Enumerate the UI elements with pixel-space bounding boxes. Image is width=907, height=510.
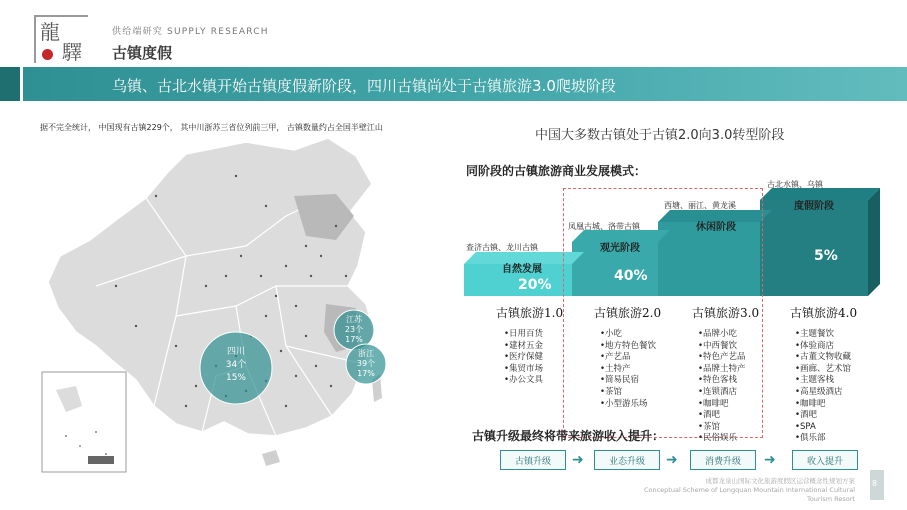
header-subtitle: 供给端研究 SUPPLY RESEARCH <box>112 27 269 37</box>
logo-seal <box>42 49 53 60</box>
stage4-examples: 古北水镇、乌镇 <box>767 180 823 189</box>
bubble-jiangsu-share: 17% <box>345 335 363 344</box>
list-item: •建材五金 <box>504 340 544 351</box>
list-item: •茶馆 <box>698 421 721 432</box>
logo-char-2: 驛 <box>62 40 82 64</box>
stage2-name: 古镇旅游2.0 <box>594 306 662 320</box>
list-item: •集贸市场 <box>504 363 544 374</box>
flow-step-1: 古镇升级 <box>500 450 566 470</box>
map-hainan <box>262 450 280 466</box>
list-item: •酒吧 <box>795 410 818 421</box>
list-item: •俱乐部 <box>795 433 826 444</box>
list-item: •土特产 <box>600 363 631 374</box>
list-item: •办公文具 <box>504 375 544 386</box>
bubble-sichuan-count: 34个 <box>225 360 247 370</box>
list-item: •医疗保健 <box>504 352 544 363</box>
list-item: •小型游乐场 <box>600 398 648 409</box>
list-item: •咖啡吧 <box>698 398 729 409</box>
flow-step-2: 业态升级 <box>594 450 660 470</box>
map-bubble-zhejiang <box>346 344 386 384</box>
headline-text: 乌镇、古北水镇开始古镇度假新阶段，四川古镇尚处于古镇旅游3.0爬坡阶段 <box>112 77 616 95</box>
bubble-zhejiang-count: 39个 <box>356 359 376 368</box>
stage1-name: 古镇旅游1.0 <box>496 306 564 320</box>
stage1-tag: 自然发展 <box>502 264 542 275</box>
section-title: 古镇度假 <box>112 44 173 62</box>
stage2-pct: 40% <box>614 268 648 284</box>
logo <box>32 12 92 66</box>
list-item: •主题餐饮 <box>795 329 835 339</box>
stage1-examples: 查济古镇、龙川古镇 <box>466 243 538 252</box>
footer-en: Conceptual Scheme of Longquan Mountain International Cultural Tourism Resort <box>643 486 855 503</box>
list-item: •SPA <box>795 421 816 432</box>
banner-accent <box>0 67 20 101</box>
list-item: •特色客栈 <box>698 375 738 386</box>
stage-model-label: 同阶段的古镇旅游商业发展模式： <box>466 164 647 178</box>
flow-step-3: 消费升级 <box>690 450 756 470</box>
bubble-jiangsu-name: 江苏 <box>346 315 362 324</box>
list-item: •简易民宿 <box>600 375 640 386</box>
bubble-zhejiang-name: 浙江 <box>358 349 374 358</box>
flow-step-4: 收入提升 <box>792 450 858 470</box>
bubble-jiangsu-count: 23个 <box>344 325 364 334</box>
stage2-list <box>600 329 656 410</box>
flow-title: 古镇升级最终将带来旅游收入提升： <box>472 429 665 443</box>
list-item: •品牌土特产 <box>698 363 746 374</box>
list-item: •高星级酒店 <box>795 386 843 397</box>
map-bubble-sichuan <box>200 332 272 404</box>
bubble-zhejiang-share: 17% <box>357 369 375 378</box>
list-item: •体验商店 <box>795 340 835 351</box>
stage3-examples: 西塘、丽江、黄龙溪 <box>664 201 736 210</box>
stage4-tag: 度假阶段 <box>794 201 834 212</box>
footer <box>640 477 855 504</box>
list-item: •地方特色餐饮 <box>600 340 657 351</box>
list-item: •古董文物收藏 <box>795 352 852 363</box>
list-item: •酒吧 <box>698 410 721 421</box>
bubble-sichuan-name: 四川 <box>226 347 246 357</box>
logo-char-1: 龍 <box>40 20 60 44</box>
bubble-sichuan-share: 15% <box>225 373 247 383</box>
arrow-right-icon: ➜ <box>572 452 584 468</box>
stage1-list <box>504 329 543 387</box>
list-item: •茶馆 <box>600 386 623 397</box>
china-map <box>36 136 456 476</box>
arrow-right-icon: ➜ <box>764 452 776 468</box>
list-item: •品牌小吃 <box>698 329 738 339</box>
list-item: •民俗娱乐 <box>698 433 738 444</box>
list-item: •产艺品 <box>600 352 631 363</box>
stage2-examples: 凤凰古城、洛带古镇 <box>568 222 640 231</box>
stage1-pct: 20% <box>518 277 552 293</box>
stage2-tag: 观光阶段 <box>600 243 640 254</box>
list-item: •特色产艺品 <box>698 352 746 363</box>
list-item: •连锁酒店 <box>698 386 738 397</box>
stage4-list <box>795 329 851 445</box>
stage4-name: 古镇旅游4.0 <box>790 306 858 320</box>
stage3-list <box>698 329 746 445</box>
page-number: 8 <box>872 479 878 488</box>
stage4-pct: 5% <box>814 248 838 264</box>
list-item: •画廊、艺术馆 <box>795 363 852 374</box>
arrow-right-icon: ➜ <box>666 452 678 468</box>
right-heading: 中国大多数古镇处于古镇2.0向3.0转型阶段 <box>535 128 785 143</box>
list-item: •主题客栈 <box>795 375 835 386</box>
footer-cn: 成都龙泉山国际文化旅游度假区运营概念性规划方案 <box>705 477 855 485</box>
list-item: •咖啡吧 <box>795 398 826 409</box>
stage3-name: 古镇旅游3.0 <box>692 306 760 320</box>
list-item: •中西餐饮 <box>698 340 738 351</box>
list-item: •日用百货 <box>504 329 544 339</box>
list-item: •小吃 <box>600 329 623 339</box>
stat-note: 据不完全统计， 中国现有古镇229个， 其中川浙苏三省位列前三甲， 古镇数量约占全国半壁江山 <box>40 123 383 132</box>
stage3-tag: 休闲阶段 <box>696 222 736 233</box>
